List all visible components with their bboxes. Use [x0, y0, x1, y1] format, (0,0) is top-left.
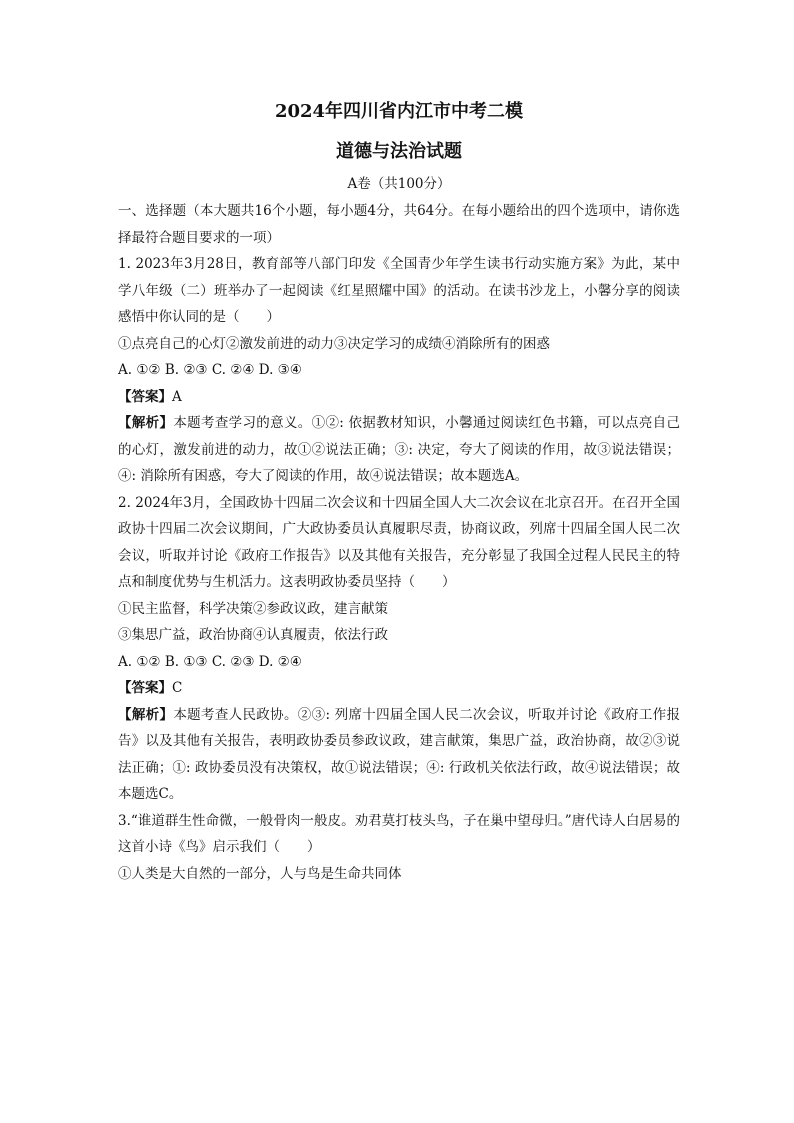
- answer-value: A: [172, 388, 182, 405]
- question-1-answer: [118, 384, 680, 411]
- document-page: [118, 100, 680, 887]
- question-2-options: A. ①② B. ①③ C. ②③ D. ②④: [118, 653, 302, 670]
- analysis-text: 本题考查人民政协。②③: 列席十四届全国人民二次会议，听取并讨论《政府工作报告》以及其他有关报告，表明政协委员参政议政，建言献策，集思广益，政治协商，故②③说法正确；①: 政协委员没有决策权，故①说法错误；④: 行政机关依法行政，故④说法错误；故本题选C。: [118, 706, 681, 802]
- question-1-options: A. ①② B. ②③ C. ②④ D. ③④: [118, 362, 302, 378]
- question-2-stem: 2. 2024年3月，全国政协十四届二次会议和十四届全国人大二次会议在北京召开。在召开全国政协十四届二次会议期间，广大政协委员认真履职尽责，协商议政，列席十四届全国人民二次会议，听取并讨论《政府工作报告》以及其他有关报告，充分彰显了我国全过程人民民主的特点和制度优势与生机活力。这表明政协委员坚持（ ）: [118, 494, 680, 590]
- answer-label: 【答案】: [118, 680, 172, 696]
- question-3-statement-1: ①人类是大自然的一部分，人与鸟是生命共同体: [118, 865, 402, 882]
- question-2-answer: [118, 675, 680, 702]
- question-2-statement-2: ③集思广益，政治协商④认真履责，依法行政: [118, 627, 388, 643]
- question-1-statements: ①点亮自己的心灯②激发前进的动力③决定学习的成绩④消除所有的困惑: [118, 335, 550, 352]
- exam-subject: 道德与法治试题: [336, 141, 462, 162]
- question-3-stem: 3.“谁道群生性命微，一般骨肉一般皮。劝君莫打枝头鸟，子在巢中望母归。”唐代诗人白居易的这首小诗《鸟》启示我们（ ）: [118, 812, 680, 855]
- question-1-stem: 1. 2023年3月28日，教育部等八部门印发《全国青少年学生读书行动实施方案》为此，某中学八年级（二）班举办了一起阅读《红星照耀中国》的活动。在读书沙龙上，小馨分享的阅读感悟中你认同的是（ ）: [118, 256, 680, 325]
- answer-value: C: [172, 680, 183, 696]
- volume-label: A卷（共100分）: [347, 176, 451, 192]
- answer-label: 【答案】: [118, 388, 172, 405]
- question-1-analysis: [118, 410, 680, 490]
- section-heading: 一、选择题（本大题共16个小题，每小题4分，共64分。在每小题给出的四个选项中，请你选择最符合题目要求的一项）: [118, 203, 680, 246]
- analysis-label: 【解析】: [118, 706, 174, 723]
- analysis-label: 【解析】: [118, 415, 174, 431]
- question-2-analysis: [118, 702, 680, 808]
- question-2-statement-1: ①民主监督，科学决策②参政议政，建言献策: [118, 600, 388, 617]
- exam-title: 2024年四川省内江市中考二模: [274, 101, 524, 122]
- analysis-text: 本题考查学习的意义。①②: 依据教材知识，小馨通过阅读红色书籍，可以点亮自己的心灯，激发前进的动力，故①②说法正确；③: 决定，夸大了阅读的作用，故③说法错误；④: 消除所有困惑，夸大了阅读的作用，故④说法错误；故本题选A。: [118, 415, 681, 484]
